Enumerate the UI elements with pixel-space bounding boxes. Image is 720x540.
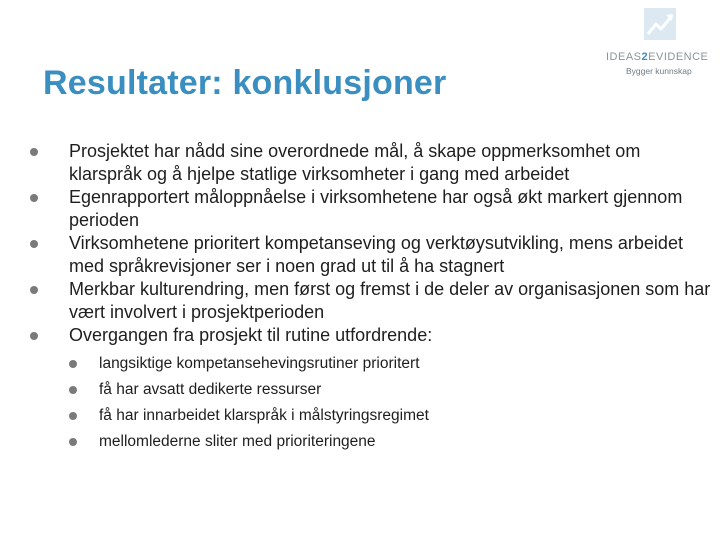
bullet-self-reported: Egenrapportert måloppnåelse i virksomhetene har også økt markert gjennom perioden — [22, 186, 712, 232]
sub-bullet-competence: langsiktige kompetansehevingsrutiner prioritert — [69, 351, 712, 377]
bullet-culture-change: Merkbar kulturendring, men først og fremst i de deler av organisasjonen som har vært involvert i prosjektperioden — [22, 278, 712, 324]
sub-bullet-middle-managers: mellomlederne sliter med prioriteringene — [69, 429, 712, 455]
bullet-transition-text: Overgangen fra prosjekt til rutine utfordrende: — [69, 325, 433, 345]
logo-wordmark: IDEAS2EVIDENCE — [606, 51, 709, 63]
bullet-transition — [22, 324, 712, 455]
sub-bullet-resources: få har avsatt dedikerte ressurser — [69, 377, 712, 403]
bullet-priorities: Virksomhetene prioritert kompetanseving og verktøysutvikling, mens arbeidet med språkrevisjoner ser i noen grad ut til å ha stagnert — [22, 232, 712, 278]
logo-tagline: Bygger kunnskap — [626, 66, 692, 76]
sub-bullet-management: få har innarbeidet klarspråk i målstyringsregimet — [69, 403, 712, 429]
transition-sub-list — [69, 351, 712, 455]
ideas2evidence-logo — [600, 8, 718, 80]
rising-chart-icon — [644, 8, 676, 40]
conclusion-list — [22, 140, 712, 455]
bullet-goals: Prosjektet har nådd sine overordnede mål, å skape oppmerksomhet om klarspråk og å hjelpe statlige virksomheter i gang med arbeidet — [22, 140, 712, 186]
slide-title: Resultater: konklusjoner — [43, 64, 447, 102]
